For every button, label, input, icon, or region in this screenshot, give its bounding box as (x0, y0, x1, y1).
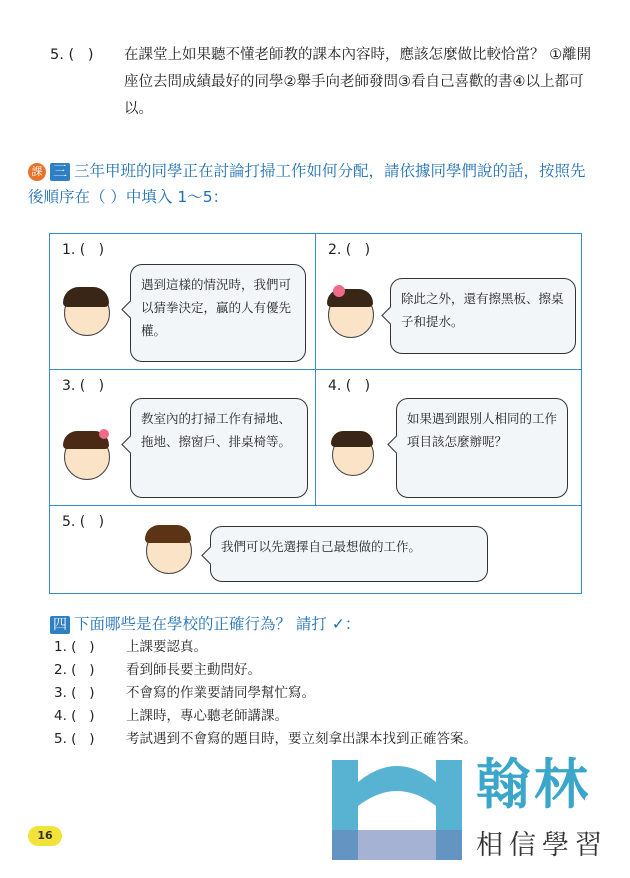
boy-pointing-icon (146, 528, 192, 574)
answer-blank[interactable]: 3. ( ) (54, 685, 95, 701)
section-number: 三 (50, 163, 70, 181)
list-item (54, 636, 594, 659)
section-3-instruction (28, 158, 598, 210)
question-number: 5. ( ) (50, 47, 94, 63)
item-text: 不會寫的作業要請同學幫忙寫。 (126, 685, 315, 701)
watermark-brand: 翰林 (476, 753, 592, 816)
list-item (54, 705, 594, 728)
page-number: 16 (28, 826, 62, 846)
speech-text-3: 教室內的打掃工作有掃地、拖地、擦窗戶、排桌椅等。 (141, 411, 292, 449)
item-text: 考試遇到不會寫的題目時，要立刻拿出課本找到正確答案。 (126, 731, 477, 747)
answer-blank-3[interactable]: 3. ( ) (62, 378, 105, 394)
speech-text-4: 如果遇到跟別人相同的工作項目該怎麼辦呢？ (407, 411, 558, 449)
dialogue-cell-2 (316, 234, 581, 370)
section-4-list (54, 636, 594, 751)
item-text: 上課時，專心聽老師講課。 (126, 708, 288, 724)
watermark-slogan: 相信學習 (476, 830, 608, 861)
list-item (54, 659, 594, 682)
hanlin-logo-icon (332, 730, 462, 860)
list-item (54, 682, 594, 705)
speech-bubble-3 (130, 398, 308, 498)
speech-text-2: 除此之外，還有擦黑板、擦桌子和提水。 (401, 291, 564, 329)
dialogue-grid (49, 233, 582, 594)
girl-face-icon (64, 434, 110, 480)
item-text: 上課要認真。 (126, 639, 207, 655)
answer-blank[interactable]: 4. ( ) (54, 708, 95, 724)
boy-thinking-icon (332, 434, 374, 476)
lesson-badge-icon: 課 (28, 163, 46, 181)
dialogue-cell-3 (50, 370, 316, 506)
speech-text-1: 遇到這樣的情況時，我們可以猜拳決定，贏的人有優先權。 (141, 277, 292, 338)
item-text: 看到師長要主動問好。 (126, 662, 261, 678)
answer-blank-4[interactable]: 4. ( ) (328, 378, 371, 394)
section-number: 四 (50, 616, 70, 634)
section-4-text: 下面哪些是在學校的正確行為？ 請打 ✓： (74, 615, 361, 633)
question-5 (50, 42, 600, 123)
girl-face-icon (328, 292, 374, 338)
boy-face-icon (64, 290, 110, 336)
question-text: 在課堂上如果聽不懂老師教的課本內容時，應該怎麼做比較恰當？ ①離開座位去問成績最好的同學②舉手向老師發問③看自己喜歡的書④以上都可以。 (124, 47, 592, 117)
section-4-instruction (50, 612, 360, 634)
speech-bubble-2 (390, 278, 576, 354)
dialogue-cell-5 (50, 506, 581, 592)
speech-bubble-1 (130, 264, 306, 362)
answer-blank-5[interactable]: 5. ( ) (62, 514, 105, 530)
answer-blank[interactable]: 1. ( ) (54, 639, 95, 655)
speech-text-5: 我們可以先選擇自己最想做的工作。 (221, 539, 422, 554)
section-3-text: 三年甲班的同學正在討論打掃工作如何分配，請依據同學們說的話，按照先後順序在（ ）中填入 1～5： (28, 162, 586, 206)
answer-blank-1[interactable]: 1. ( ) (62, 242, 105, 258)
dialogue-cell-4 (316, 370, 581, 506)
answer-blank[interactable]: 2. ( ) (54, 662, 95, 678)
speech-bubble-5 (210, 526, 488, 582)
answer-blank-2[interactable]: 2. ( ) (328, 242, 371, 258)
dialogue-cell-1 (50, 234, 316, 370)
speech-bubble-4 (396, 398, 568, 498)
answer-blank[interactable]: 5. ( ) (54, 731, 95, 747)
